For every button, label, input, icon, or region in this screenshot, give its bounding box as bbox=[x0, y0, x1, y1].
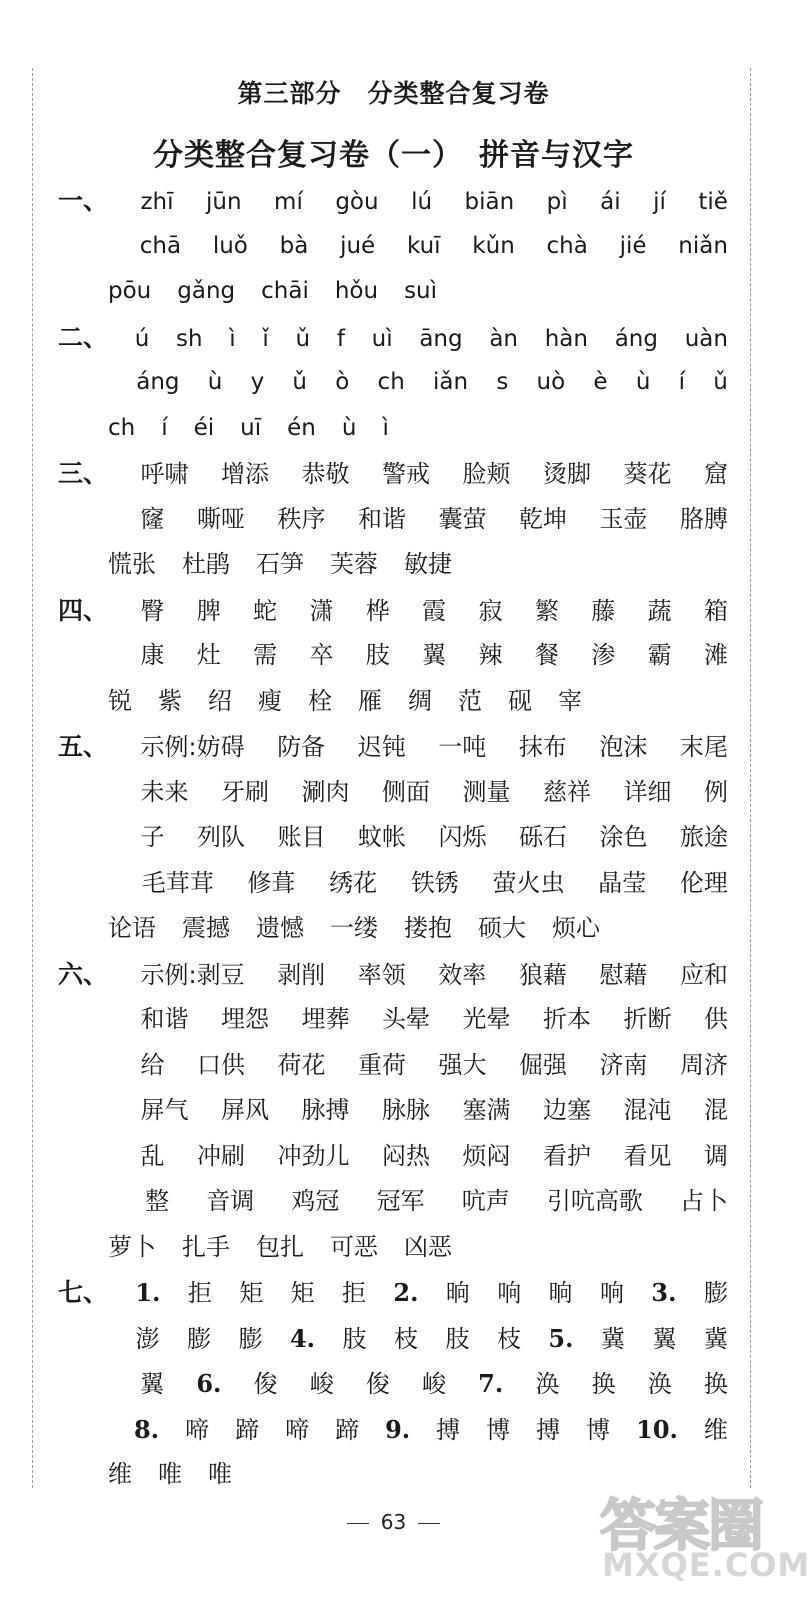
pinyin-answer: pì bbox=[546, 189, 568, 215]
pinyin-answer: tiě bbox=[698, 189, 728, 215]
answer-item: 维 bbox=[703, 1415, 728, 1444]
answer-item: 闪烁 bbox=[438, 823, 487, 851]
answer-item: 搂抱 bbox=[404, 914, 452, 942]
answer-item: 绸 bbox=[408, 686, 432, 715]
answer-line bbox=[58, 1179, 728, 1225]
pinyin-answer: uò bbox=[536, 369, 566, 395]
answer-item: 锐 bbox=[108, 686, 132, 715]
answer-item: 泡沫 bbox=[599, 733, 648, 761]
answer-item: 抹布 bbox=[518, 733, 567, 761]
answer-item: 涣 bbox=[535, 1370, 560, 1398]
answer-item: 重荷 bbox=[358, 1050, 406, 1079]
answer-item: 脾 bbox=[196, 596, 221, 625]
answer-item: 乱 bbox=[140, 1141, 165, 1170]
answer-item: 砾石 bbox=[519, 823, 567, 851]
answer-item: 铁锈 bbox=[410, 868, 459, 897]
answer-line bbox=[58, 1088, 728, 1134]
answer-item: 灶 bbox=[196, 641, 221, 669]
answer-item: 蹄 bbox=[335, 1415, 360, 1444]
pinyin-answer: uàn bbox=[684, 325, 728, 352]
answer-item: 荷花 bbox=[277, 1050, 326, 1079]
section-number: 七、 bbox=[58, 1278, 109, 1307]
answer-line bbox=[58, 861, 728, 907]
answer-item: 霞 bbox=[422, 596, 447, 625]
answer-item: 示例:剥豆 bbox=[140, 960, 245, 989]
pinyin-answer: ù bbox=[635, 369, 651, 395]
answer-item: 卒 bbox=[309, 641, 334, 669]
answer-item: 倔强 bbox=[519, 1050, 567, 1079]
answer-item: 膨 bbox=[238, 1324, 263, 1353]
answer-item: 扎手 bbox=[182, 1232, 230, 1261]
answer-item: 1. bbox=[135, 1278, 161, 1307]
answer-item: 峻 bbox=[422, 1370, 446, 1398]
answer-item: 混 bbox=[704, 1096, 728, 1124]
answer-item: 需 bbox=[253, 641, 278, 669]
answer-item: 9. bbox=[385, 1414, 411, 1444]
answer-item: 例 bbox=[704, 777, 728, 806]
answer-item: 瘦 bbox=[258, 686, 282, 715]
answer-line bbox=[58, 315, 728, 361]
answer-item: 遗憾 bbox=[256, 914, 304, 942]
answer-item: 膨 bbox=[186, 1324, 211, 1353]
answer-item: 蛇 bbox=[253, 596, 278, 625]
answer-item: 秩序 bbox=[277, 504, 326, 533]
answer-item: 警戒 bbox=[382, 460, 430, 488]
answer-item: 脉脉 bbox=[382, 1096, 430, 1124]
pinyin-answer: hàn bbox=[544, 325, 588, 352]
answer-item: 毛茸茸 bbox=[141, 868, 214, 897]
answer-item: 8. bbox=[134, 1414, 160, 1444]
answer-line bbox=[58, 1452, 728, 1498]
answer-item: 萤火虫 bbox=[492, 868, 565, 897]
answer-item: 涂色 bbox=[599, 823, 648, 851]
answer-line bbox=[58, 406, 728, 452]
answer-item: 慌张 bbox=[108, 550, 156, 578]
section-number: 二、 bbox=[58, 322, 109, 352]
pinyin-answer: ù bbox=[341, 414, 357, 441]
answer-line bbox=[58, 178, 728, 224]
pinyin-answer: ì bbox=[382, 414, 389, 441]
answer-item: 4. bbox=[289, 1323, 315, 1353]
answer-item: 包扎 bbox=[256, 1232, 304, 1261]
answer-item: 紫 bbox=[158, 686, 182, 715]
answer-item: 杜鹃 bbox=[182, 550, 230, 578]
answer-item: 迟钝 bbox=[357, 733, 406, 761]
answer-item: 塞满 bbox=[462, 1096, 511, 1124]
answer-item: 济南 bbox=[599, 1050, 648, 1079]
answer-item: 餐 bbox=[534, 641, 559, 669]
answer-item: 震撼 bbox=[182, 914, 230, 942]
answer-item: 蔬 bbox=[647, 596, 672, 625]
answer-item: 列队 bbox=[197, 823, 245, 851]
answer-item: 头晕 bbox=[382, 1005, 430, 1033]
answer-item: 引吭高歌 bbox=[546, 1187, 643, 1215]
answer-item: 狼藉 bbox=[518, 960, 567, 989]
answer-item: 藤 bbox=[591, 596, 616, 625]
answer-item: 给 bbox=[140, 1050, 165, 1079]
answer-item: 一吨 bbox=[438, 733, 487, 761]
answer-item: 防备 bbox=[277, 733, 326, 761]
answer-item: 翼 bbox=[140, 1370, 165, 1398]
answer-item: 搏 bbox=[536, 1415, 561, 1444]
answer-item: 周济 bbox=[680, 1050, 728, 1079]
answer-item: 响 bbox=[497, 1279, 522, 1307]
answer-item: 范 bbox=[458, 686, 482, 715]
answer-item: 10. bbox=[636, 1414, 678, 1444]
answer-line bbox=[58, 906, 728, 952]
answer-item: 应和 bbox=[679, 960, 728, 989]
pinyin-answer: ì bbox=[229, 325, 236, 352]
answer-line bbox=[58, 997, 728, 1043]
answer-item: 烦心 bbox=[552, 914, 600, 942]
answer-item: 6. bbox=[196, 1369, 222, 1398]
answer-item: 可恶 bbox=[330, 1232, 378, 1261]
answer-line bbox=[58, 679, 728, 725]
answer-item: 玉壶 bbox=[599, 504, 648, 533]
answer-item: 和谐 bbox=[140, 1005, 189, 1033]
answer-item: 测量 bbox=[462, 777, 511, 806]
answer-item: 葵花 bbox=[623, 460, 672, 488]
answer-item: 牙刷 bbox=[221, 777, 269, 806]
pinyin-answer: ǔ bbox=[295, 325, 311, 352]
answer-item: 边塞 bbox=[543, 1096, 591, 1124]
answer-item: 康 bbox=[140, 641, 165, 669]
pinyin-answer: zhī bbox=[140, 189, 174, 215]
answer-item: 啼 bbox=[285, 1415, 310, 1444]
page-footer bbox=[0, 1510, 787, 1534]
answer-item: 窿 bbox=[140, 504, 165, 533]
answer-item: 一缕 bbox=[330, 914, 378, 942]
answer-item: 调 bbox=[704, 1141, 728, 1170]
answer-item: 2. bbox=[393, 1278, 419, 1307]
pinyin-answer: kuī bbox=[406, 232, 441, 259]
answer-item: 栓 bbox=[308, 686, 332, 715]
answer-item: 涮肉 bbox=[301, 777, 350, 806]
answer-item: 俊 bbox=[253, 1370, 278, 1398]
right-dashed-border bbox=[750, 68, 751, 1488]
answer-item: 囊萤 bbox=[438, 504, 487, 533]
answer-line bbox=[58, 633, 728, 679]
answer-item: 晌 bbox=[445, 1279, 470, 1307]
pinyin-answer: lú bbox=[411, 189, 433, 215]
pinyin-answer: ái bbox=[600, 189, 621, 215]
answer-item: 示例:妨碍 bbox=[140, 733, 245, 761]
answer-item: 慈祥 bbox=[543, 777, 591, 806]
pinyin-answer: iǎn bbox=[433, 369, 469, 395]
answer-item: 澎 bbox=[135, 1324, 160, 1353]
pinyin-answer: jūn bbox=[206, 189, 242, 215]
answer-line bbox=[58, 1407, 728, 1453]
pinyin-answer: ch bbox=[377, 369, 405, 395]
pinyin-answer: ch bbox=[108, 414, 136, 441]
pinyin-answer: bà bbox=[279, 232, 309, 259]
pinyin-answer: éi bbox=[193, 414, 215, 441]
answer-item: 臀 bbox=[140, 596, 165, 625]
answer-item: 混沌 bbox=[623, 1096, 672, 1124]
answer-item: 响 bbox=[600, 1279, 625, 1307]
answer-item: 晌 bbox=[548, 1279, 573, 1307]
answer-item: 埋怨 bbox=[221, 1005, 269, 1033]
pinyin-answer: f bbox=[336, 325, 345, 352]
answer-item: 口供 bbox=[197, 1050, 245, 1079]
answer-item: 吭声 bbox=[461, 1187, 510, 1215]
answer-item: 潇 bbox=[309, 596, 334, 625]
answer-item: 详细 bbox=[623, 777, 672, 806]
answer-item: 蹄 bbox=[235, 1415, 260, 1444]
pinyin-answer: y bbox=[250, 369, 265, 395]
answer-item: 翼 bbox=[652, 1324, 677, 1353]
answer-item: 拒 bbox=[342, 1279, 367, 1307]
answer-item: 硕大 bbox=[478, 914, 526, 942]
answer-item: 翼 bbox=[422, 641, 447, 669]
pinyin-answer: niǎn bbox=[678, 232, 728, 259]
answer-item: 子 bbox=[140, 823, 165, 851]
answer-line bbox=[58, 952, 728, 998]
answer-item: 砚 bbox=[508, 686, 532, 715]
answer-item: 霸 bbox=[647, 641, 672, 669]
pinyin-answer: pōu bbox=[108, 278, 152, 304]
pinyin-answer: áng bbox=[136, 369, 180, 395]
answer-item: 凶恶 bbox=[404, 1232, 452, 1261]
answer-item: 嘶哑 bbox=[197, 504, 245, 533]
pinyin-answer: luǒ bbox=[212, 232, 248, 259]
section-number: 五、 bbox=[58, 732, 109, 761]
answer-line bbox=[58, 1225, 728, 1271]
answer-item: 强大 bbox=[438, 1050, 487, 1079]
answer-item: 俊 bbox=[365, 1370, 390, 1398]
pinyin-answer: suì bbox=[404, 278, 438, 304]
pinyin-answer: s bbox=[496, 369, 509, 395]
answer-item: 涣 bbox=[647, 1370, 672, 1398]
answer-item: 屏风 bbox=[221, 1096, 269, 1124]
answer-item: 3. bbox=[651, 1278, 677, 1307]
pinyin-answer: ǐ bbox=[262, 325, 269, 352]
answer-item: 膨 bbox=[703, 1279, 728, 1307]
answer-item: 维 bbox=[108, 1460, 132, 1488]
answer-item: 乾坤 bbox=[519, 504, 567, 533]
pinyin-answer: én bbox=[287, 414, 316, 441]
pinyin-answer: mí bbox=[274, 189, 303, 215]
answer-item: 光晕 bbox=[462, 1005, 511, 1033]
answer-item: 搏 bbox=[436, 1415, 461, 1444]
answer-item: 冀 bbox=[703, 1324, 728, 1353]
answer-item: 账目 bbox=[277, 823, 326, 851]
left-dashed-border bbox=[32, 68, 33, 1488]
answer-item: 闷热 bbox=[382, 1141, 430, 1170]
answer-item: 峻 bbox=[309, 1370, 334, 1398]
answer-item: 换 bbox=[703, 1370, 728, 1398]
pinyin-answer: jué bbox=[340, 232, 376, 259]
watermark-text-top: 答案圈 bbox=[600, 1494, 762, 1559]
answer-item: 绣花 bbox=[329, 868, 378, 897]
pinyin-answer: chà bbox=[546, 232, 588, 259]
answer-item: 箱 bbox=[703, 596, 728, 625]
pinyin-answer: gòu bbox=[335, 189, 379, 215]
answer-item: 蚊帐 bbox=[358, 823, 406, 851]
pinyin-answer: sh bbox=[176, 325, 203, 352]
section-number: 三、 bbox=[58, 459, 109, 488]
pinyin-answer: uī bbox=[240, 414, 262, 441]
answer-item: 博 bbox=[486, 1415, 511, 1444]
pinyin-answer: ò bbox=[335, 369, 350, 395]
answer-item: 冠军 bbox=[376, 1187, 425, 1215]
section-number: 六、 bbox=[58, 959, 109, 989]
answer-item: 石笋 bbox=[256, 550, 304, 578]
answer-item: 绍 bbox=[208, 686, 232, 715]
answer-item: 寂 bbox=[478, 596, 503, 625]
pinyin-answer: ǔ bbox=[713, 369, 728, 395]
answer-item: 7. bbox=[478, 1369, 504, 1398]
answer-item: 折本 bbox=[543, 1005, 591, 1033]
answer-item: 供 bbox=[704, 1005, 728, 1033]
answer-item: 旅途 bbox=[680, 823, 728, 851]
answer-line bbox=[58, 1361, 728, 1407]
answer-line bbox=[58, 1134, 728, 1180]
answer-item: 唯 bbox=[208, 1460, 232, 1488]
answer-item: 和谐 bbox=[358, 504, 406, 533]
watermark-text-bottom: MXQE.COM bbox=[602, 1546, 810, 1584]
answer-item: 慰藉 bbox=[599, 960, 648, 989]
pinyin-answer: ú bbox=[134, 325, 150, 352]
answer-line bbox=[58, 770, 728, 816]
answer-item: 整 bbox=[145, 1187, 170, 1215]
answer-item: 率领 bbox=[357, 960, 406, 989]
answer-item: 音调 bbox=[206, 1187, 255, 1215]
answer-item: 剥削 bbox=[277, 960, 326, 989]
answer-item: 效率 bbox=[438, 960, 487, 989]
answer-line bbox=[58, 1270, 728, 1316]
answer-line bbox=[58, 815, 728, 861]
answer-item: 未来 bbox=[140, 777, 189, 806]
paper-title: 分类整合复习卷（一） 拼音与汉字 bbox=[153, 138, 634, 173]
answer-item: 烦闷 bbox=[462, 1141, 511, 1170]
answer-line bbox=[58, 497, 728, 543]
answer-line bbox=[58, 224, 728, 270]
answer-item: 辣 bbox=[478, 641, 503, 669]
answer-item: 肢 bbox=[342, 1324, 367, 1353]
answer-line bbox=[58, 724, 728, 770]
answer-item: 冀 bbox=[600, 1324, 625, 1353]
section-number: 一、 bbox=[58, 186, 109, 215]
answer-item: 矩 bbox=[239, 1279, 264, 1307]
page-number: 63 bbox=[380, 1510, 407, 1534]
answer-item: 烫脚 bbox=[543, 460, 591, 488]
answer-item: 增添 bbox=[221, 460, 269, 488]
pinyin-answer: àn bbox=[489, 325, 518, 352]
section-number: 四、 bbox=[58, 595, 109, 625]
answer-line bbox=[58, 1316, 728, 1362]
answer-item: 雁 bbox=[358, 686, 382, 715]
answer-item: 冲刷 bbox=[197, 1141, 245, 1170]
answer-item: 论语 bbox=[108, 914, 156, 942]
answer-item: 萝卜 bbox=[108, 1232, 156, 1261]
answer-item: 伦理 bbox=[679, 868, 728, 897]
pinyin-answer: chāi bbox=[261, 278, 309, 304]
pinyin-answer: chā bbox=[139, 232, 182, 259]
answer-line bbox=[58, 542, 728, 588]
pinyin-answer: āng bbox=[419, 325, 463, 352]
answer-item: 肢 bbox=[445, 1324, 470, 1353]
answer-line bbox=[58, 360, 728, 406]
pinyin-answer: ù bbox=[207, 369, 223, 395]
pinyin-answer: biān bbox=[464, 189, 515, 215]
answer-item: 呼啸 bbox=[140, 460, 189, 488]
pinyin-answer: áng bbox=[614, 325, 658, 352]
footer-dash-right bbox=[418, 1523, 440, 1524]
answer-item: 修葺 bbox=[247, 868, 296, 897]
answer-item: 拒 bbox=[187, 1279, 212, 1307]
answer-item: 晶莹 bbox=[598, 868, 647, 897]
answer-line bbox=[58, 451, 728, 497]
answer-item: 5. bbox=[548, 1323, 574, 1353]
answer-item: 看护 bbox=[543, 1141, 591, 1170]
answer-item: 脉搏 bbox=[301, 1096, 350, 1124]
answer-item: 枝 bbox=[393, 1324, 418, 1353]
watermark-logo bbox=[596, 1482, 810, 1592]
answer-item: 繁 bbox=[534, 596, 559, 625]
answer-line bbox=[58, 1043, 728, 1089]
answer-item: 屏气 bbox=[140, 1096, 189, 1124]
answer-item: 唯 bbox=[158, 1460, 182, 1488]
answer-item: 脸颊 bbox=[462, 460, 511, 488]
part-title: 第三部分 分类整合复习卷 bbox=[237, 79, 550, 108]
pinyin-answer: kǔn bbox=[472, 232, 515, 259]
pinyin-answer: jí bbox=[653, 189, 666, 215]
answer-item: 末尾 bbox=[679, 733, 728, 761]
pinyin-answer: jié bbox=[619, 232, 647, 259]
answer-item: 看见 bbox=[623, 1141, 672, 1170]
answer-item: 埋葬 bbox=[301, 1005, 350, 1033]
answer-item: 滩 bbox=[703, 641, 728, 669]
pinyin-answer: ǔ bbox=[292, 369, 307, 395]
answer-item: 啼 bbox=[185, 1415, 210, 1444]
pinyin-answer: è bbox=[593, 369, 608, 395]
answer-content bbox=[58, 178, 728, 1498]
footer-dash-left bbox=[347, 1523, 369, 1524]
answer-item: 恭敬 bbox=[301, 460, 350, 488]
answer-item: 宰 bbox=[558, 686, 582, 715]
answer-item: 芙蓉 bbox=[330, 550, 378, 578]
answer-item: 窟 bbox=[704, 460, 728, 488]
answer-item: 冲劲儿 bbox=[277, 1141, 350, 1170]
pinyin-answer: hǒu bbox=[334, 278, 379, 304]
answer-line bbox=[58, 588, 728, 634]
pinyin-answer: uì bbox=[371, 325, 393, 352]
answer-item: 侧面 bbox=[382, 777, 430, 806]
answer-item: 桦 bbox=[365, 596, 390, 625]
pinyin-answer: í bbox=[678, 369, 686, 395]
answer-item: 换 bbox=[591, 1370, 616, 1398]
answer-item: 占卜 bbox=[679, 1187, 728, 1215]
pinyin-answer: gǎng bbox=[177, 278, 236, 304]
answer-item: 博 bbox=[586, 1415, 611, 1444]
answer-item: 渗 bbox=[591, 641, 616, 669]
answer-item: 枝 bbox=[496, 1324, 521, 1353]
answer-item: 肢 bbox=[365, 641, 390, 669]
answer-item: 矩 bbox=[290, 1279, 315, 1307]
answer-item: 敏捷 bbox=[404, 550, 452, 578]
answer-item: 鸡冠 bbox=[291, 1187, 340, 1215]
answer-line bbox=[58, 269, 728, 315]
answer-item: 折断 bbox=[623, 1005, 672, 1033]
pinyin-answer: í bbox=[161, 414, 168, 441]
answer-item: 胳膊 bbox=[680, 504, 728, 533]
